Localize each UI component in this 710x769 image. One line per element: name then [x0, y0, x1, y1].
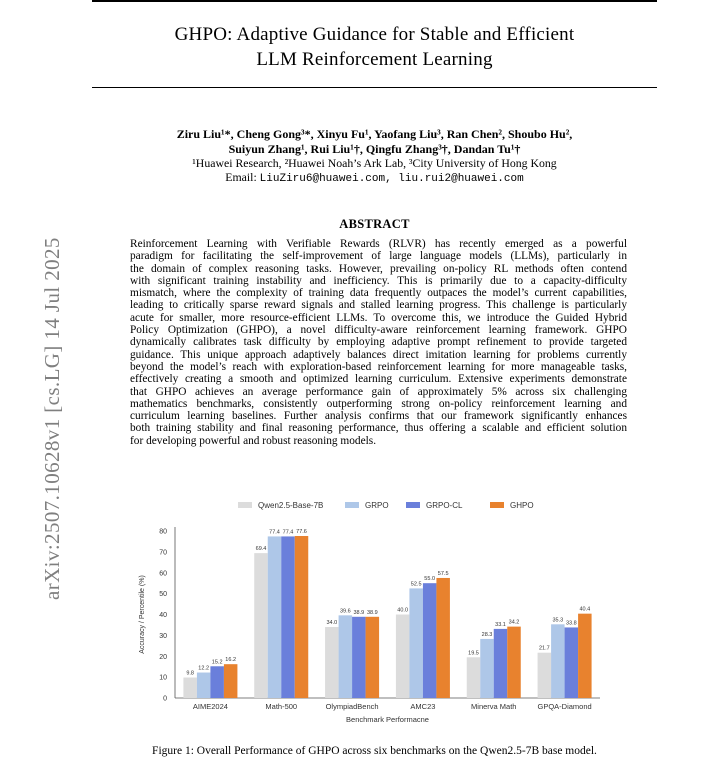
y-tick-label: 50: [159, 591, 167, 599]
y-tick-label: 10: [159, 674, 167, 682]
abstract-line: beyond the model’s reach with exploration-based reinforcement learning for more manageable tasks,: [130, 360, 627, 373]
abstract-line: mathematics benchmarks, consistently outperforming strong on-policy reinforcement learning and: [130, 397, 627, 410]
bar-value-label: 19.5: [468, 650, 479, 657]
bar: [565, 627, 579, 698]
y-tick-label: 0: [163, 695, 167, 703]
abstract-line: dynamically calibrates task difficulty by employing adaptive prompt refinement to provide targeted: [130, 336, 627, 349]
legend-swatch: [490, 502, 504, 508]
bar: [423, 583, 437, 698]
bar-value-label: 16.2: [225, 657, 237, 664]
bar: [254, 553, 268, 698]
bar-value-label: 38.9: [366, 609, 378, 616]
bar: [268, 536, 282, 698]
arxiv-stamp: arXiv:2507.10628v1 [cs.LG] 14 Jul 2025: [40, 237, 64, 600]
abstract-body: [130, 238, 627, 447]
email-label: Email:: [225, 170, 257, 184]
email-addresses[interactable]: LiuZiru6@huawei.com, liu.rui2@huawei.com: [259, 173, 524, 185]
bar: [507, 627, 521, 698]
y-tick-label: 80: [159, 528, 167, 536]
bar: [352, 617, 366, 698]
bar: [480, 639, 494, 698]
email-line: [92, 170, 657, 187]
abstract-line: paradigm for facilitating the self-improvement of large language models (LLMs), particularly in: [130, 250, 627, 263]
x-tick-label: Minerva Math: [471, 702, 517, 711]
x-axis-label: Benchmark Performacne: [346, 715, 429, 724]
abstract-heading: ABSTRACT: [339, 217, 410, 231]
abstract-line: mismatch, where the complexity of training data frequently outpaces the model’s current capabilities,: [130, 287, 627, 300]
title-line-1: GHPO: Adaptive Guidance for Stable and Efficient: [174, 24, 575, 45]
x-tick-label: OlympiadBench: [325, 702, 379, 711]
bar: [183, 678, 197, 698]
bar: [339, 615, 353, 698]
bar: [467, 657, 481, 698]
legend-label: Qwen2.5-Base-7B: [258, 501, 324, 510]
legend-label: GHPO: [510, 501, 534, 510]
bar: [578, 614, 592, 698]
abstract-line: leading to critically sparse reward signals and stalled learning progress. This challenge is particularly: [130, 299, 627, 312]
bar-value-label: 35.3: [552, 617, 564, 624]
bar-value-label: 77.6: [296, 529, 307, 536]
figure-1: [130, 485, 620, 733]
legend-label: GRPO-CL: [426, 501, 463, 510]
figure-caption: Figure 1: Overall Performance of GHPO across six benchmarks on the Qwen2.5-7B base model.: [152, 745, 597, 757]
bar-value-label: 34.0: [326, 620, 338, 627]
abstract-line: for developing powerful and robust reasoning models.: [130, 434, 377, 447]
x-tick-label: AMC23: [410, 702, 436, 711]
bar: [197, 673, 211, 698]
title-bottom-rule: [92, 87, 657, 88]
bar-value-label: 9.8: [186, 670, 194, 677]
title-top-rule: [92, 0, 657, 2]
title-line-2: LLM Reinforcement Learning: [256, 49, 493, 70]
bar-value-label: 40.4: [579, 606, 591, 613]
authors-line-2: Suiyun Zhang¹, Rui Liu¹†, Qingfu Zhang³†, Dandan Tu¹†: [228, 142, 521, 156]
bar: [325, 627, 339, 698]
bar-value-label: 34.2: [508, 619, 520, 626]
x-tick-label: GPQA-Diamond: [537, 702, 592, 711]
legend-swatch: [345, 502, 359, 508]
y-axis-label: Accuracy / Percentile (%): [139, 575, 146, 654]
bar-value-label: 12.2: [198, 665, 210, 672]
bar-value-label: 52.5: [410, 581, 422, 588]
bar: [210, 666, 224, 698]
bar-value-label: 33.1: [495, 621, 506, 628]
legend-swatch: [406, 502, 420, 508]
legend-label: GRPO: [365, 501, 389, 510]
bar-value-label: 77.4: [282, 529, 294, 536]
y-tick-label: 60: [159, 570, 167, 578]
abstract-line: acute for smaller, more resource-efficient LLMs. To overcome this, we introduce the Guided Hybrid: [130, 311, 627, 324]
abstract-line: Reinforcement Learning with Verifiable Rewards (RLVR) has recently emerged as a powerful: [130, 238, 627, 250]
bar: [436, 578, 450, 698]
author-list: [92, 127, 657, 157]
bar-value-label: 77.4: [269, 529, 280, 536]
bar-value-label: 55.0: [424, 576, 436, 583]
bar: [396, 615, 410, 699]
legend-swatch: [238, 502, 252, 508]
bar-value-label: 57.5: [437, 570, 449, 577]
bar-value-label: 39.6: [339, 608, 351, 615]
x-tick-label: Math-500: [265, 702, 298, 711]
y-tick-label: 40: [159, 612, 167, 619]
y-tick-label: 20: [159, 653, 167, 661]
bar: [538, 653, 552, 698]
y-tick-label: 30: [159, 632, 167, 640]
performance-bar-chart: [130, 485, 620, 733]
bar-value-label: 33.8: [565, 620, 577, 627]
paper-title: [92, 22, 657, 72]
bar-value-label: 28.3: [481, 631, 493, 638]
abstract-line: curriculum learning baselines. Further analysis confirms that our framework significantly enhances: [130, 410, 627, 423]
bar-value-label: 69.4: [255, 546, 267, 553]
bar: [281, 536, 295, 698]
bar: [409, 588, 423, 698]
x-tick-label: AIME2024: [192, 702, 228, 711]
affiliations: ¹Huawei Research, ²Huawei Noah’s Ark Lab, ³City University of Hong Kong: [192, 156, 557, 170]
abstract-line: both training stability and final reasoning performance, thus offering a scalable and efficient solution: [130, 422, 627, 435]
abstract-line: guidance. This unique approach adaptively balances direct imitation learning for problems currently: [130, 348, 627, 361]
abstract-line: effectively creating a smooth and optimized learning curriculum. Extensive experiments demonstrate: [130, 373, 627, 386]
bar-value-label: 15.2: [211, 659, 223, 666]
authors-line-1: Ziru Liu¹*, Cheng Gong³*, Xinyu Fu¹, Yaofang Liu³, Ran Chen², Shoubo Hu²,: [176, 127, 573, 141]
bar-value-label: 40.0: [397, 607, 409, 614]
abstract-line: Policy Optimization (GHPO), a novel difficulty-aware reinforcement learning framework. GHPO: [130, 324, 627, 337]
bar: [494, 629, 508, 698]
abstract-line: with significant training instability and inefficiency. This is primarily due to a capacity-difficulty: [130, 274, 627, 287]
bar: [224, 664, 238, 698]
bar-value-label: 21.7: [538, 645, 550, 652]
bar-value-label: 38.9: [353, 609, 365, 616]
bar: [551, 624, 565, 698]
bar: [295, 536, 309, 698]
bar: [366, 617, 380, 698]
abstract-line: that GHPO achieves an average performance gain of approximately 5% across six challenging: [130, 385, 627, 398]
y-tick-label: 70: [159, 549, 167, 557]
abstract-line: the domain of complex reasoning tasks. However, prevailing on-policy RL methods often contend: [130, 262, 627, 275]
